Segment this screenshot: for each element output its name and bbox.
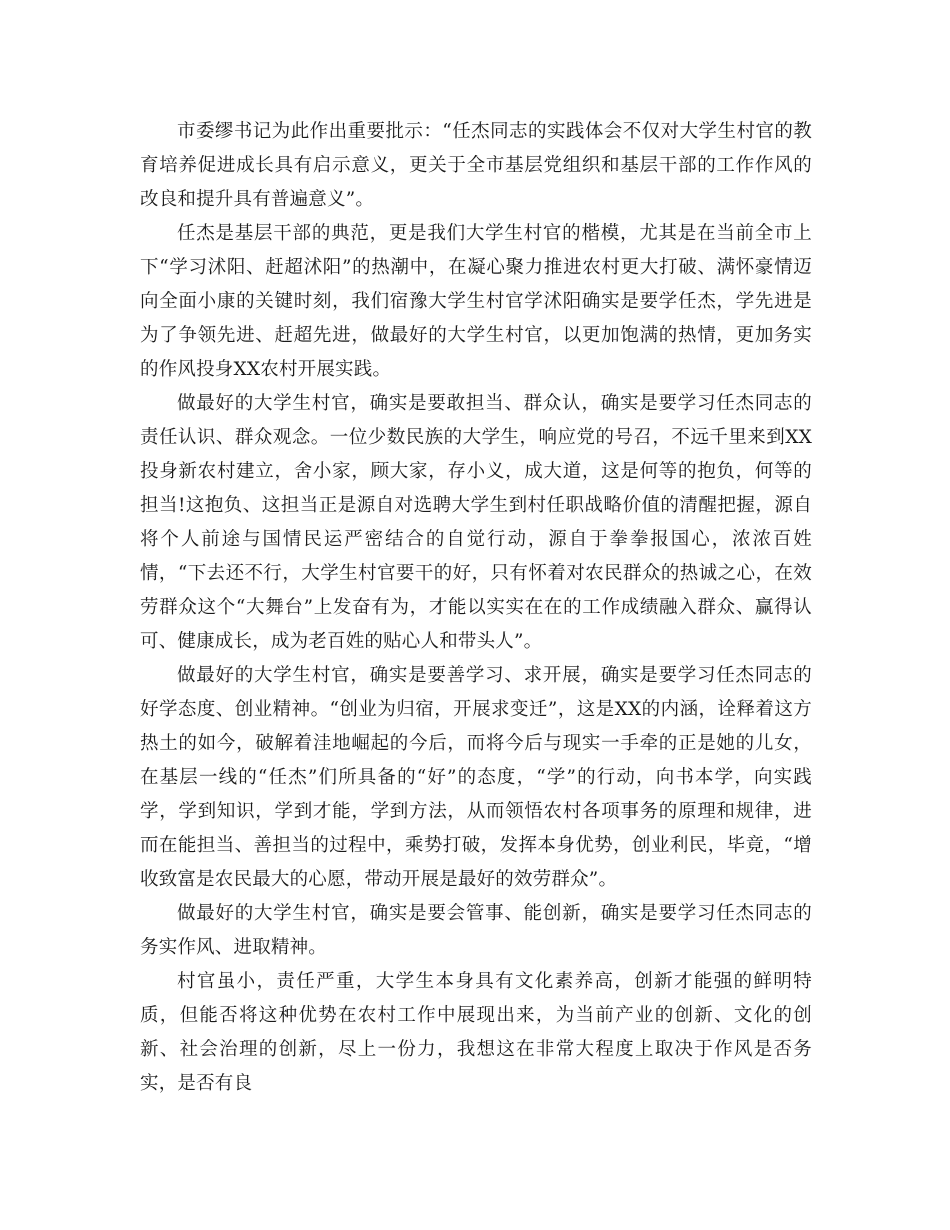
document-body [140,115,812,1101]
paragraph-5: 做最好的大学生村官，确实是要会管事、能创新，确实是要学习任杰同志的务实作风、进取精神。 [140,903,812,958]
paragraph-3: 做最好的大学生村官，确实是要敢担当、群众认，确实是要学习任杰同志的责任认识、群众观念。一位少数民族的大学生，响应党的号召，不远千里来到XX投身新农村建立，舍小家，顾大家，存小义，成大道，这是何等的抱负，何等的担当!这抱负、这担当正是源自对选聘大学生到村任职战略价值的清醒把握，源自将个人前途与国情民运严密结合的自觉行动，源自于拳拳报国心，浓浓百姓情，“下去还不行，大学生村官要干的好，只有怀着对农民群众的热诚之心，在效劳群众这个“大舞台”上发奋有为，才能以实实在在的工作成绩融入群众、赢得认可、健康成长，成为老百姓的贴心人和带头人”。 [140,393,812,652]
paragraph-4: 做最好的大学生村官，确实是要善学习、求开展，确实是要学习任杰同志的好学态度、创业精神。“创业为归宿，开展求变迁”，这是XX的内涵，诠释着这方热土的如今，破解着洼地崛起的今后，而将今后与现实一手牵的正是她的儿女，在基层一线的“任杰”们所具备的“好”的态度，“学”的行动，向书本学，向实践学，学到知识，学到才能，学到方法，从而领悟农村各项事务的原理和规律，进而在能担当、善担当的过程中，乘势打破，发挥本身优势，创业利民，毕竟，“增收致富是农民最大的心愿，带动开展是最好的效劳群众”。 [140,665,812,890]
paragraph-1: 市委缪书记为此作出重要批示：“任杰同志的实践体会不仅对大学生村官的教育培养促进成长具有启示意义，更关于全市基层党组织和基层干部的工作作风的改良和提升具有普遍意义”。 [140,121,812,210]
paragraph-2: 任杰是基层干部的典范，更是我们大学生村官的楷模，尤其是在当前全市上下“学习沭阳、赶超沭阳”的热潮中，在凝心聚力推进农村更大打破、满怀豪情迈向全面小康的关键时刻，我们宿豫大学生村官学沭阳确实是要学任杰，学先进是为了争领先进、赶超先进，做最好的大学生村官，以更加饱满的热情，更加务实的作风投身XX农村开展实践。 [140,223,812,380]
paragraph-6: 村官虽小，责任严重，大学生本身具有文化素养高，创新才能强的鲜明特质，但能否将这种优势在农村工作中展现出来，为当前产业的创新、文化的创新、社会治理的创新，尽上一份力，我想这在非常大程度上取决于作风是否务实，是否有良 [140,971,812,1094]
